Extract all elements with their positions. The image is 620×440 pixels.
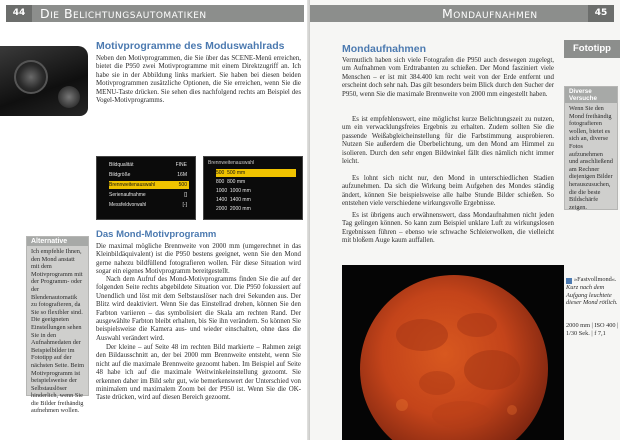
left-paragraph-3: Nach dem Aufruf des Mond-Motivprogramms finden Sie die auf der folgenden Seite rechts abgebildete Situation vor. Die P950 fokussiert auf Unendlich und löst mit dem Selbstauslöser nach drei Sekunden aus. Der Blitz wird deaktiviert. Wenn Sie das Einstellrad drehen, können Sie den Farbton variieren – das symbolisiert die Skala am rechten Rand. Der ausgewählte Farbton bleibt erhalten, bis Sie ihn verändern. So können Sie beispielsweise die Kamera aus- und wieder einschalten, ohne dass die Auswahl verändert wird. — [96, 276, 301, 342]
left-running-header — [6, 5, 304, 22]
right-paragraph-1: Vermutlich haben sich viele Fotografen die P950 auch deswegen zugelegt, um Aufnahmen vom Erdtrabanten zu schießen. Der Mond fasziniert viele Menschen – er ist mit 384.400 km recht weit von der Erde entfernt und erscheint doch sehr nah. Das gilt besonders beim Blick durch den Sucher der P950, wenn Sie die maximale Brennweite von 2000 mm eingestellt haben. — [342, 57, 554, 98]
right-sidebar-diverse-versuche — [564, 86, 618, 210]
right-sidebar-text: Wenn Sie den Mond freihändig fotografieren wollen, bietet es sich an, diverse Fotos aufzunehmen und anschließend am Rechner diejenigen Bilder herauszusuchen, die die beste Bildschärfe zeigen. — [569, 105, 613, 211]
right-page-number: 45 — [588, 5, 614, 22]
left-paragraph-2: Die maximal mögliche Brennweite von 2000 mm (umgerechnet in das Kleinbildäquivalent) ist die P950 bestens geeignet, wenn Sie den Mond gerne nahezu bildfüllend fotografieren wollen. Für diese Situation wird sogar ein eigenes Motivprogramm bereitgestellt. — [96, 243, 301, 276]
camera-mode-dial-photo — [0, 46, 88, 116]
left-sidebar-alternative — [26, 236, 89, 415]
right-heading-mondaufnahmen: Mondaufnahmen — [342, 43, 426, 55]
right-sidebar-title: Diverse Versuche — [565, 87, 617, 103]
fototipp-label: Fototipp — [564, 40, 620, 58]
command-dial — [58, 86, 80, 108]
menu2-item: 1000 1000 mm — [216, 188, 251, 194]
left-header-title: Die Belichtungsautomatiken — [40, 6, 207, 21]
menu2-item-selected: 500 500 mm — [216, 169, 296, 177]
menu1-item: Bildqualität FINE — [109, 162, 187, 168]
photo-caption-exif-1: 2000 mm | ISO 400 | — [566, 322, 619, 329]
left-paragraph-1: Neben den Motivprogrammen, die Sie über das SCENE-Menü erreichen, bietet die P950 zwei Motivprogramme mit einem Direktzugriff an. Ich habe sie in der Abbildung links markiert. Sie haben bei diesen beiden Motivprogrammen zusätzliche Optionen, die Sie erreichen, wenn Sie die MENU-Taste drücken. Sie sehen dies nachfolgend rechts am Beispiel des Vogel-Motivprogramms. — [96, 55, 301, 105]
right-header-title: Mondaufnahmen — [442, 6, 538, 21]
photo-caption-exif-2: 1/30 Sek. | f 7,1 — [566, 330, 606, 337]
menu-screenshot-brennweite — [203, 156, 303, 220]
moon-photo — [342, 265, 564, 440]
photo-caption-title: »Fastvollmond«. — [574, 276, 617, 283]
left-heading-mond-motivprogramm: Das Mond-Motivprogramm — [96, 229, 217, 240]
left-paragraph-4: Der kleine – auf Seite 48 im rechten Bild markierte – Rahmen zeigt den Bildausschnitt an, der bei 2000 mm Brennweite entsteht, wenn Sie nicht auf die maximale Brennweite gezoomt haben. Im Beispiel auf Seite 48 habe ich auf die maximale Weitwinkeleinstellung gezoomt. Sie erkennen daher im Bild sehr gut, wie bemerkenswert der Unterschied von minimalem und maximalem Zoom bei der P950 ist. Wenn Sie die OK-Taste drücken, wird auf diesen Bereich gezoomt. — [96, 344, 301, 402]
left-page-number: 44 — [6, 5, 32, 22]
menu2-item: 800 800 mm — [216, 179, 246, 185]
photo-caption-subtitle: Kurz nach dem Aufgang leuchtete dieser Mond rötlich. — [566, 284, 618, 307]
right-paragraph-4: Es ist übrigens auch erwähnenswert, dass Mondaufnahmen nicht jeden Tag gelingen können. So kann zum Beispiel unklare Luft zu wirkungslosen Ergebnissen führen – ebenso wie schwache Schleierwolken, die vielleicht mit bloßem Auge kaum auffallen. — [342, 212, 554, 245]
menu2-item: 1400 1400 mm — [216, 197, 251, 203]
menu1-item: Bildgröße 16M — [109, 172, 187, 178]
menu-screenshot-scene — [96, 156, 196, 220]
menu1-item: Serienaufnahme [] — [109, 192, 187, 198]
right-paragraph-3: Es lohnt sich nicht nur, den Mond in unterschiedlichen Stadien aufzunehmen. Da sich die Wirkung beim Aufgehen des Mondes ständig ändert, können Sie beispielsweise alle halbe Stunde Bilder schießen. So entstehen viele verschiedene wirkungsvolle Ergebnisse. — [342, 175, 554, 208]
menu1-item-selected: Brennweitenauswahl 500 — [109, 182, 187, 188]
mode-dial — [14, 60, 48, 94]
left-heading-motivprogramme: Motivprogramme des Moduswahlrads — [96, 40, 285, 52]
right-paragraph-2: Es ist empfehlenswert, eine möglichst kurze Belichtungszeit zu nutzen, um ein verwacklungsfreies Ergebnis zu erhalten. Zudem sollten Sie die passende Weißabgleicheinstellung für die Farbstimmung ausprobieren. Nutzen Sie außerdem die Überbelichtung, um den Mond am Himmel zu isolieren. Durch den sehr engen Bildwinkel fällt dies nämlich nicht immer leicht. — [342, 116, 554, 166]
left-sidebar-text: Ich empfehle Ihnen, den Mond anstatt mit dem Motivprogramm mit der Programm- oder der Blendenautomatik zu fotografieren, da Sie so flexibler sind. Die geeigneten Einstellungen sehen Sie in den Aufnahmedaten der Beispielbilder im Fototipp auf der nächsten Seite. Beim Motivprogramm ist beispielsweise der Selbstauslöser hinderlich, wenn Sie die Bilder freihändig aufnehmen wollen. — [31, 248, 84, 415]
right-page — [310, 0, 620, 440]
right-running-header — [310, 5, 614, 22]
menu2-title: Brennweitenauswahl — [208, 160, 255, 166]
left-sidebar-title: Alternative — [27, 237, 88, 246]
menu2-item: 2000 2000 mm — [216, 206, 251, 212]
menu1-item: Messfeldvorwahl [-] — [109, 202, 187, 208]
